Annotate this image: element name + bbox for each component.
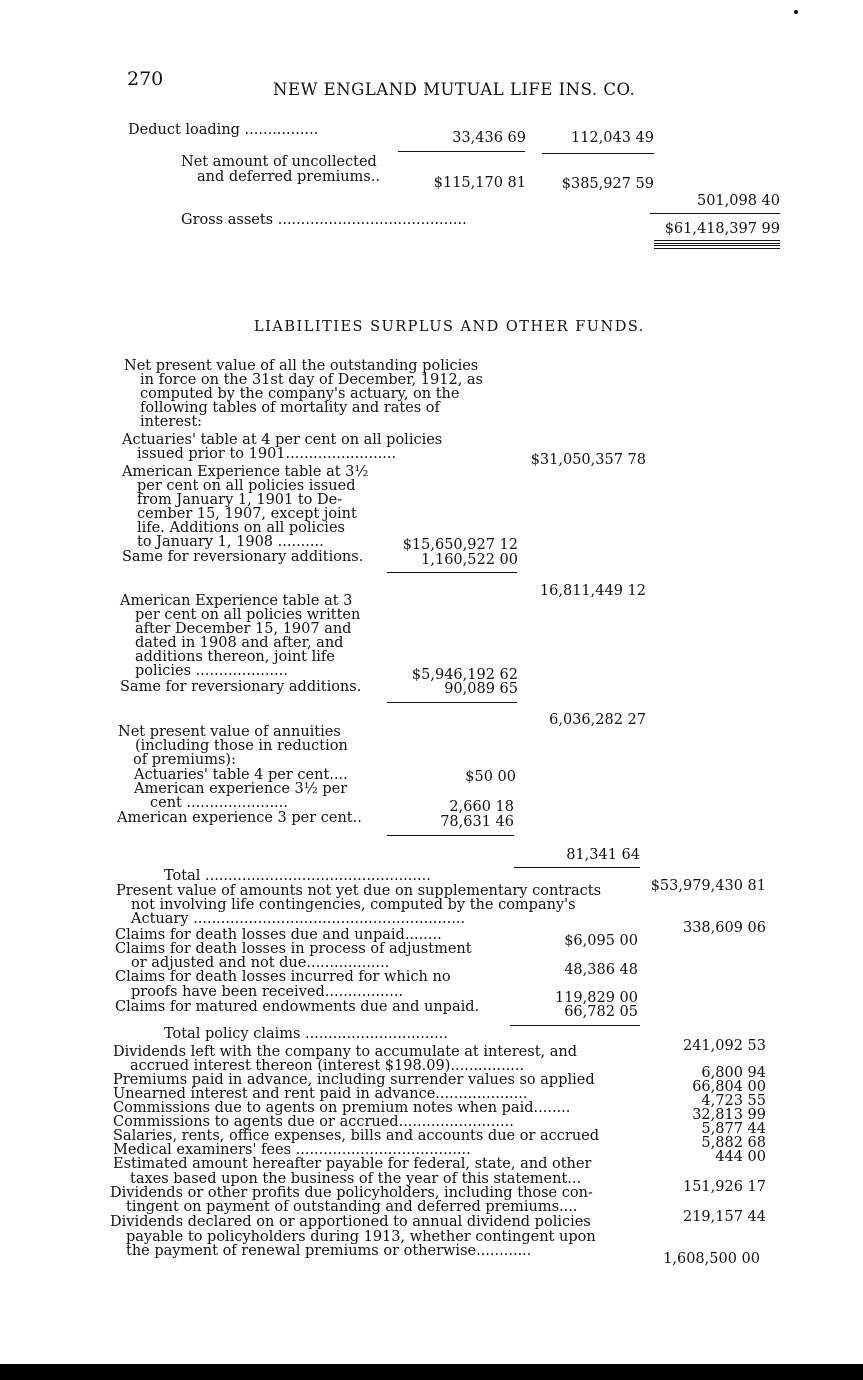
- annuities-intro-line: of premiums):: [133, 752, 236, 768]
- claim-line: Claims for matured endowments due and unpaid.: [115, 999, 480, 1015]
- am-exp-35-line: from January 1, 1901 to De-: [137, 492, 343, 508]
- claim-value: 119,829 00: [554, 990, 638, 1006]
- am-exp-35-line: per cent on all policies issued: [137, 478, 356, 494]
- other-item-line: tingent on payment of outstanding and deferred premiums....: [126, 1199, 578, 1215]
- reversionary-1-value: 1,160,522 00: [421, 552, 518, 568]
- claim-line: Claims for death losses in process of adjustment: [115, 941, 472, 957]
- other-item-line: Commissions to agents due or accrued.........................: [113, 1114, 514, 1130]
- am-exp-3-subtotal: 6,036,282 27: [549, 712, 646, 728]
- total-claims-value: 241,092 53: [682, 1038, 766, 1054]
- claim-line: Claims for death losses incurred for which no: [115, 969, 451, 985]
- annuity-am35-line2: cent ......................: [150, 795, 288, 811]
- other-item-line: Commissions due to agents on premium notes when paid........: [113, 1100, 571, 1116]
- annuities-intro-line: Net present value of annuities: [118, 724, 341, 740]
- rule: [514, 867, 640, 868]
- other-item-line: Dividends declared on or apportioned to annual dividend policies: [110, 1214, 591, 1230]
- am-exp-3-line: American Experience table at 3: [120, 593, 353, 609]
- annuity-am3-value: 78,631 46: [440, 814, 514, 830]
- other-item-value: 1,608,500 00: [663, 1251, 760, 1267]
- deduct-loading-col1: 33,436 69: [452, 130, 526, 146]
- am-exp-35-line: cember 15, 1907, except joint: [137, 506, 357, 522]
- scan-speck: [794, 10, 798, 14]
- policies-intro-line: following tables of mortality and rates of: [140, 400, 440, 416]
- am-exp-3-line: dated in 1908 and after, and: [135, 635, 344, 651]
- other-item-line: accrued interest thereon (interest $198.09)................: [130, 1058, 525, 1074]
- net-uncollected-col1: $115,170 81: [433, 175, 526, 191]
- gross-assets-label: Gross assets .........................................: [181, 212, 467, 228]
- other-item-line: Unearned interest and rent paid in advance....................: [113, 1086, 528, 1102]
- policies-intro-line: in force on the 31st day of December, 1912, as: [140, 372, 484, 388]
- policies-intro-line: interest:: [140, 414, 203, 430]
- other-item-line: Dividends left with the company to accumulate at interest, and: [113, 1044, 577, 1060]
- actuaries-4-value: $31,050,357 78: [530, 452, 646, 468]
- annuity-am35-line1: American experience 3½ per: [134, 781, 348, 797]
- am-exp-35-line: to January 1, 1908 ..........: [137, 534, 324, 550]
- am-exp-35-value: $15,650,927 12: [402, 537, 518, 553]
- scan-border: [0, 1364, 863, 1380]
- claim-value: $6,095 00: [564, 933, 638, 949]
- other-item-value: 444 00: [715, 1149, 766, 1165]
- actuaries-4-line1: Actuaries' table at 4 per cent on all policies: [122, 432, 443, 448]
- liabilities-heading: LIABILITIES SURPLUS AND OTHER FUNDS.: [254, 319, 645, 335]
- other-item-line: Salaries, rents, office expenses, bills and accounts due or accrued: [113, 1128, 600, 1144]
- supplementary-value: 338,609 06: [682, 920, 766, 936]
- reversionary-2-value: 90,089 65: [444, 681, 518, 697]
- other-item-value: 219,157 44: [682, 1209, 766, 1225]
- other-item-line: Premiums paid in advance, including surrender values so applied: [113, 1072, 595, 1088]
- reversionary-2-label: Same for reversionary additions.: [120, 679, 362, 695]
- other-item-value: 5,877 44: [701, 1121, 766, 1137]
- annuity-am35-value: 2,660 18: [449, 799, 514, 815]
- supplementary-line: Present value of amounts not yet due on supplementary contracts: [116, 883, 602, 899]
- am-exp-35-line: life. Additions on all policies: [137, 520, 345, 536]
- claim-value: 66,782 05: [564, 1004, 638, 1020]
- rule: [387, 835, 514, 836]
- other-item-value: 32,813 99: [692, 1107, 766, 1123]
- claim-line: or adjusted and not due..................: [131, 955, 390, 971]
- deduct-loading-label: Deduct loading ................: [128, 122, 319, 138]
- page-number: 270: [127, 68, 164, 90]
- annuities-subtotal: 81,341 64: [566, 847, 640, 863]
- other-item-line: the payment of renewal premiums or otherwise............: [126, 1243, 532, 1259]
- rule: [650, 213, 780, 214]
- other-item-value: 66,804 00: [692, 1079, 766, 1095]
- am-exp-3-line: after December 15, 1907 and: [135, 621, 352, 637]
- net-uncollected-line2: and deferred premiums..: [197, 169, 380, 185]
- am-exp-3-line: per cent on all policies written: [135, 607, 361, 623]
- rule: [398, 151, 525, 152]
- supplementary-line: Actuary ...........................................................: [131, 911, 466, 927]
- annuity-actuaries-label: Actuaries' table 4 per cent....: [134, 767, 348, 783]
- other-item-line: taxes based upon the business of the year of this statement...: [130, 1171, 582, 1187]
- other-item-line: Estimated amount hereafter payable for federal, state, and other: [113, 1156, 592, 1172]
- gross-assets-value: $61,418,397 99: [664, 221, 780, 237]
- page-title: NEW ENGLAND MUTUAL LIFE INS. CO.: [273, 80, 636, 99]
- rule: [510, 1025, 640, 1026]
- other-item-value: 4,723 55: [701, 1093, 766, 1109]
- other-item-line: Medical examiners' fees ......................................: [113, 1142, 471, 1158]
- other-item-line: payable to policyholders during 1913, whether contingent upon: [126, 1229, 596, 1245]
- am-exp-35-subtotal: 16,811,449 12: [539, 583, 646, 599]
- net-uncollected-line1: Net amount of uncollected: [181, 154, 377, 170]
- actuaries-4-line2: issued prior to 1901........................: [137, 446, 397, 462]
- claim-value: 48,386 48: [564, 962, 638, 978]
- net-uncollected-col2: $385,927 59: [561, 176, 654, 192]
- other-item-line: Dividends or other profits due policyholders, including those con-: [110, 1185, 593, 1201]
- supplementary-line: not involving life contingencies, computed by the company's: [131, 897, 576, 913]
- rule: [387, 572, 517, 573]
- annuity-am3-label: American experience 3 per cent..: [117, 810, 362, 826]
- total-claims-label: Total policy claims ...............................: [164, 1026, 448, 1042]
- am-exp-3-line: additions thereon, joint life: [135, 649, 335, 665]
- total-label: Total .................................................: [164, 868, 431, 884]
- claim-line: Claims for death losses due and unpaid........: [115, 927, 442, 943]
- am-exp-35-line: American Experience table at 3½: [122, 464, 369, 480]
- policies-intro-line: computed by the company's actuary, on the: [140, 386, 460, 402]
- other-item-value: 6,800 94: [701, 1065, 766, 1081]
- annuity-actuaries-value: $50 00: [465, 769, 516, 785]
- reversionary-1-label: Same for reversionary additions.: [122, 549, 364, 565]
- am-exp-3-value: $5,946,192 62: [411, 667, 518, 683]
- net-uncollected-total: 501,098 40: [696, 193, 780, 209]
- policies-intro-line: Net present value of all the outstanding policies: [124, 358, 479, 374]
- am-exp-3-line: policies ....................: [135, 663, 288, 679]
- claim-line: proofs have been received.................: [131, 984, 404, 1000]
- deduct-loading-col2: 112,043 49: [570, 130, 654, 146]
- rule: [387, 702, 517, 703]
- double-rule: [654, 240, 780, 244]
- rule: [542, 153, 654, 154]
- total-value: $53,979,430 81: [650, 878, 766, 894]
- other-item-value: 5,882 68: [701, 1135, 766, 1151]
- double-rule: [654, 245, 780, 249]
- other-item-value: 151,926 17: [682, 1179, 766, 1195]
- annuities-intro-line: (including those in reduction: [135, 738, 348, 754]
